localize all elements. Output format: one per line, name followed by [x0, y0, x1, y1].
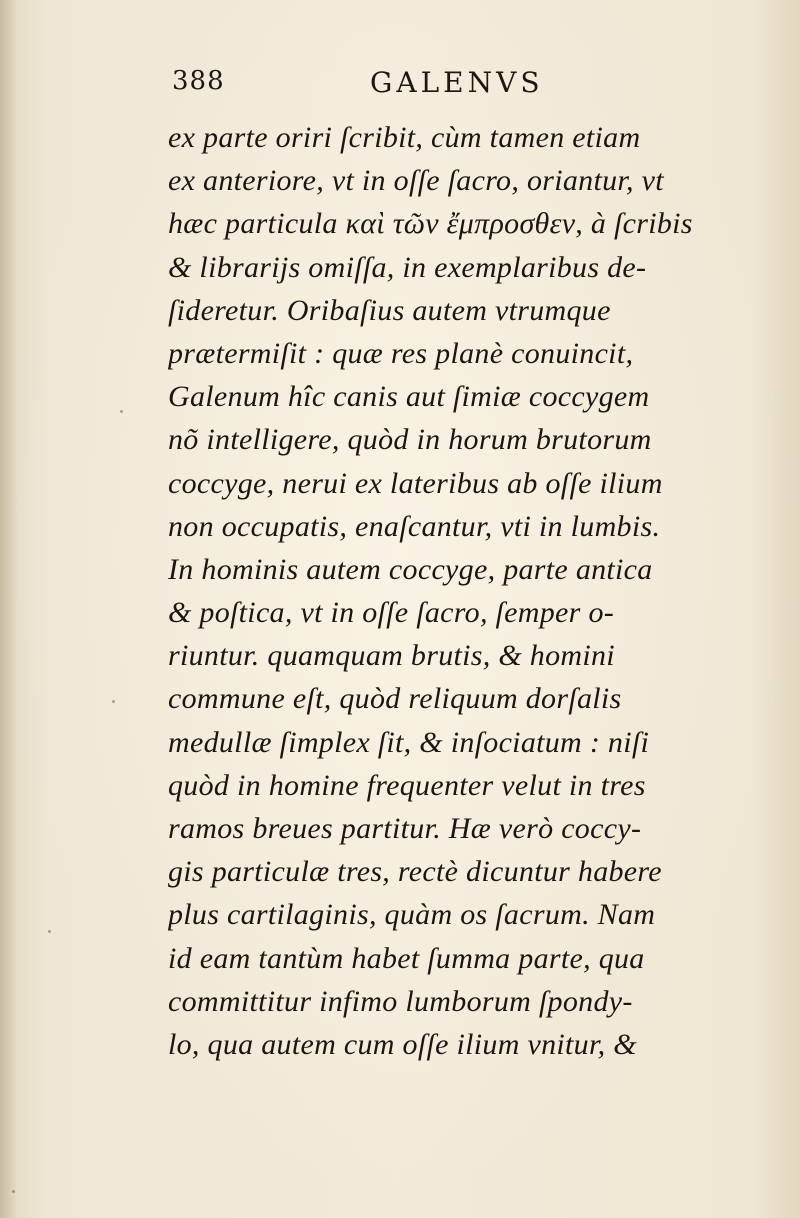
text-line-19: plus cartilaginis, quàm os ſacrum. Nam — [168, 898, 656, 932]
paper-speck — [112, 700, 115, 703]
text-line-20: id eam tantùm habet ſumma parte, qua — [168, 941, 645, 975]
text-line-22: lo, qua autem cum oſſe ilium vnitur, & — [168, 1027, 637, 1061]
page-header — [172, 66, 732, 106]
text-line-1: ex parte oriri ſcribit, cùm tamen etiam — [168, 121, 641, 154]
text-line-7: Galenum hîc canis aut ſimiæ coccygem — [168, 380, 650, 414]
text-line-11: In hominis autem coccyge, parte antica — [168, 552, 653, 586]
running-head: GALENVS — [370, 66, 544, 99]
text-line-18: gis particulæ tres, rectè dicuntur habere — [168, 855, 662, 889]
text-line-16: quòd in homine frequenter velut in tres — [168, 768, 646, 802]
text-line-3: hæc particula καὶ τῶν ἔμπροσθεν, à ſcribis — [168, 207, 693, 241]
text-line-15: medullæ ſimplex ſit, & inſociatum : niſi — [168, 725, 650, 759]
text-line-9: coccyge, nerui ex lateribus ab oſſe ilium — [168, 466, 663, 500]
text-line-12: & poſtica, vt in oſſe ſacro, ſemper o- — [168, 596, 615, 630]
text-line-4: & librarijs omiſſa, in exemplaribus de- — [168, 250, 647, 284]
text-line-14: commune eſt, quòd reliquum dorſalis — [168, 682, 622, 716]
text-line-21: committitur infimo lumborum ſpondy- — [168, 984, 633, 1018]
paper-speck — [12, 1190, 15, 1193]
text-line-17: ramos breues partitur. Hæ verò coccy- — [168, 812, 642, 845]
page-number: 388 — [172, 66, 225, 96]
gutter-shadow — [0, 0, 18, 1218]
body-text — [168, 116, 768, 1066]
paper-speck — [48, 930, 51, 933]
text-line-5: ſideretur. Oribaſius autem vtrumque — [168, 293, 611, 327]
text-line-10: non occupatis, enaſcantur, vti in lumbis. — [168, 509, 661, 543]
text-line-6: prætermiſit : quæ res planè conuincit, — [168, 336, 634, 370]
paper-speck — [120, 410, 123, 413]
text-line-13: riuntur. quamquam brutis, & homini — [168, 639, 615, 673]
text-line-2: ex anteriore, vt in oſſe ſacro, oriantur, vt — [168, 164, 664, 198]
text-line-8: nõ intelligere, quòd in horum brutorum — [168, 423, 652, 457]
